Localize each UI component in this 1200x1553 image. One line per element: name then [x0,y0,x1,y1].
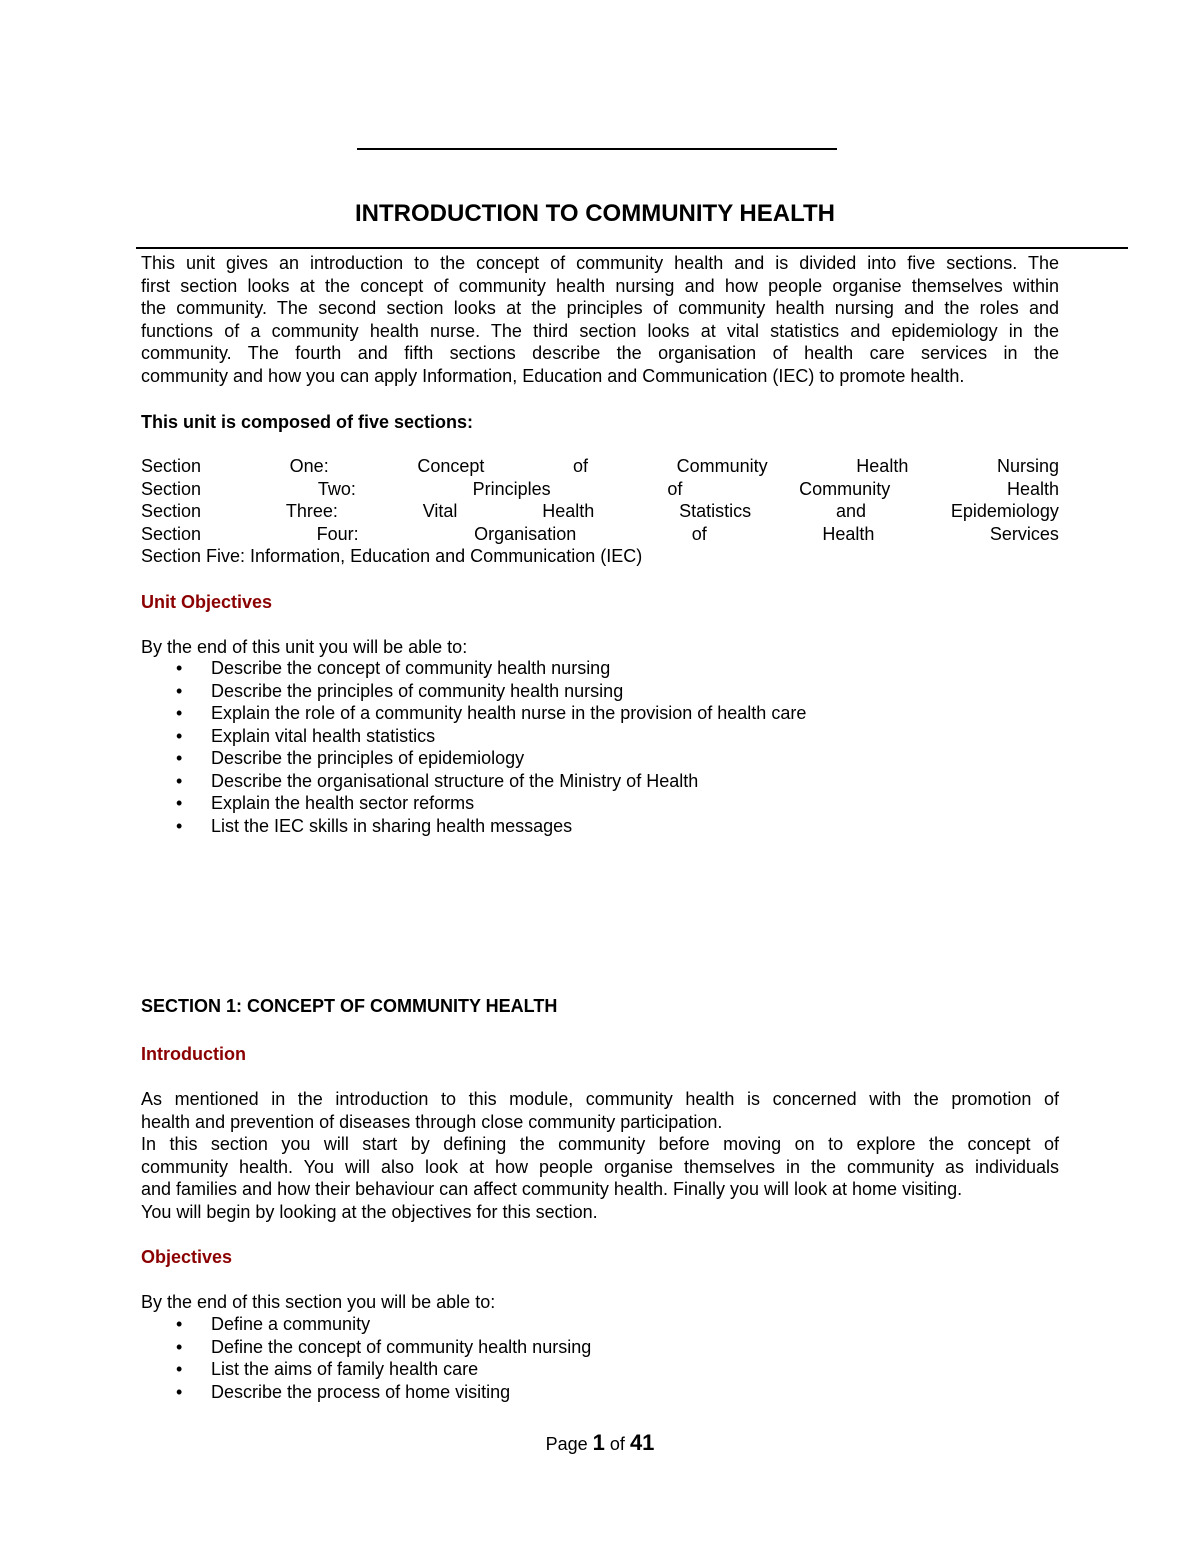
introduction-heading: Introduction [141,1044,246,1064]
introduction-line: In this section you will start by defining the community before moving on to explore the concept of [141,1134,1059,1154]
footer-page-number: 1 [592,1430,605,1455]
bullet-icon: • [176,770,183,791]
footer-page-word: Page [545,1434,588,1454]
bullet-icon: • [176,1336,183,1357]
footer-total-pages: 41 [629,1430,655,1455]
list-item: • Describe the process of home visiting [176,1381,511,1402]
title-underline [136,247,1128,249]
introduction-paragraph [141,1088,1059,1223]
top-rule [357,148,837,150]
list-item: • Define a community [176,1314,371,1334]
bullet-icon: • [176,815,183,836]
page-footer [0,1428,1200,1459]
bullet-icon: • [176,725,183,746]
list-item: • List the IEC skills in sharing health messages [176,815,573,836]
unit-objectives-intro: By the end of this unit you will be able to: [141,637,468,657]
list-item: • Describe the concept of community health nursing [176,658,611,678]
bullet-icon: • [176,748,183,768]
objectives-heading: Objectives [141,1247,233,1267]
introduction-line: and families and how their behaviour can affect community health. Finally you will look at home visiting. [141,1179,963,1199]
introduction-line: As mentioned in the introduction to this module, community health is concerned with the promotion of [141,1089,1059,1109]
introduction-line: You will begin by looking at the objectives for this section. [141,1201,598,1222]
list-item: • Describe the organisational structure of the Ministry of Health [176,770,699,791]
section-row-five: Section Five: Information, Education and Communication (IEC) [141,546,643,566]
list-item: • Define the concept of community health nursing [176,1336,592,1357]
bullet-icon: • [176,680,183,701]
section-row-three: Section Three: Vital Health Statistics and Epidemiology [141,501,1059,521]
intro-line: This unit gives an introduction to the concept of community health and is divided into five sections. The [141,253,1059,273]
footer-of-word: of [609,1434,625,1454]
bullet-icon: • [176,793,183,813]
introduction-line: health and prevention of diseases through close community participation. [141,1111,723,1132]
list-item: • Describe the principles of epidemiology [176,748,525,768]
section-row-four: Section Four: Organisation of Health Services [141,523,1059,544]
bullet-icon: • [176,703,183,723]
document-title: INTRODUCTION TO COMMUNITY HEALTH [355,200,835,227]
bullet-icon: • [176,1359,183,1379]
list-item: • Explain vital health statistics [176,725,436,746]
intro-paragraph [141,252,1059,387]
objectives-intro: By the end of this section you will be able to: [141,1292,496,1312]
section1-heading: SECTION 1: CONCEPT OF COMMUNITY HEALTH [141,996,558,1016]
introduction-line: community health. You will also look at how people organise themselves in the community as individuals [141,1156,1059,1177]
unit-objectives-heading: Unit Objectives [141,592,273,612]
bullet-icon: • [176,658,183,678]
section-row-one: Section One: Concept of Community Health Nursing [141,456,1059,476]
bullet-icon: • [176,1381,183,1402]
intro-line: first section looks at the concept of community health nursing and how people organise themselves within [141,275,1059,296]
intro-line: community. The fourth and fifth sections describe the organisation of health care services in the [141,343,1059,363]
section-row-two: Section Two: Principles of Community Health [141,478,1059,499]
list-item: • List the aims of family health care [176,1359,479,1379]
list-item: • Explain the health sector reforms [176,793,475,813]
composed-heading: This unit is composed of five sections: [141,412,474,432]
list-item: • Explain the role of a community health nurse in the provision of health care [176,703,807,723]
intro-line: the community. The second section looks at the principles of community health nursing and the roles and [141,298,1059,318]
unit-objectives-list [141,657,806,837]
bullet-icon: • [176,1314,183,1334]
list-item: • Describe the principles of community health nursing [176,680,624,701]
intro-line: community and how you can apply Information, Education and Communication (IEC) to promote health. [141,365,965,386]
intro-line: functions of a community health nurse. The third section looks at vital statistics and epidemiology in the [141,320,1059,341]
section-objectives-list [141,1313,591,1403]
